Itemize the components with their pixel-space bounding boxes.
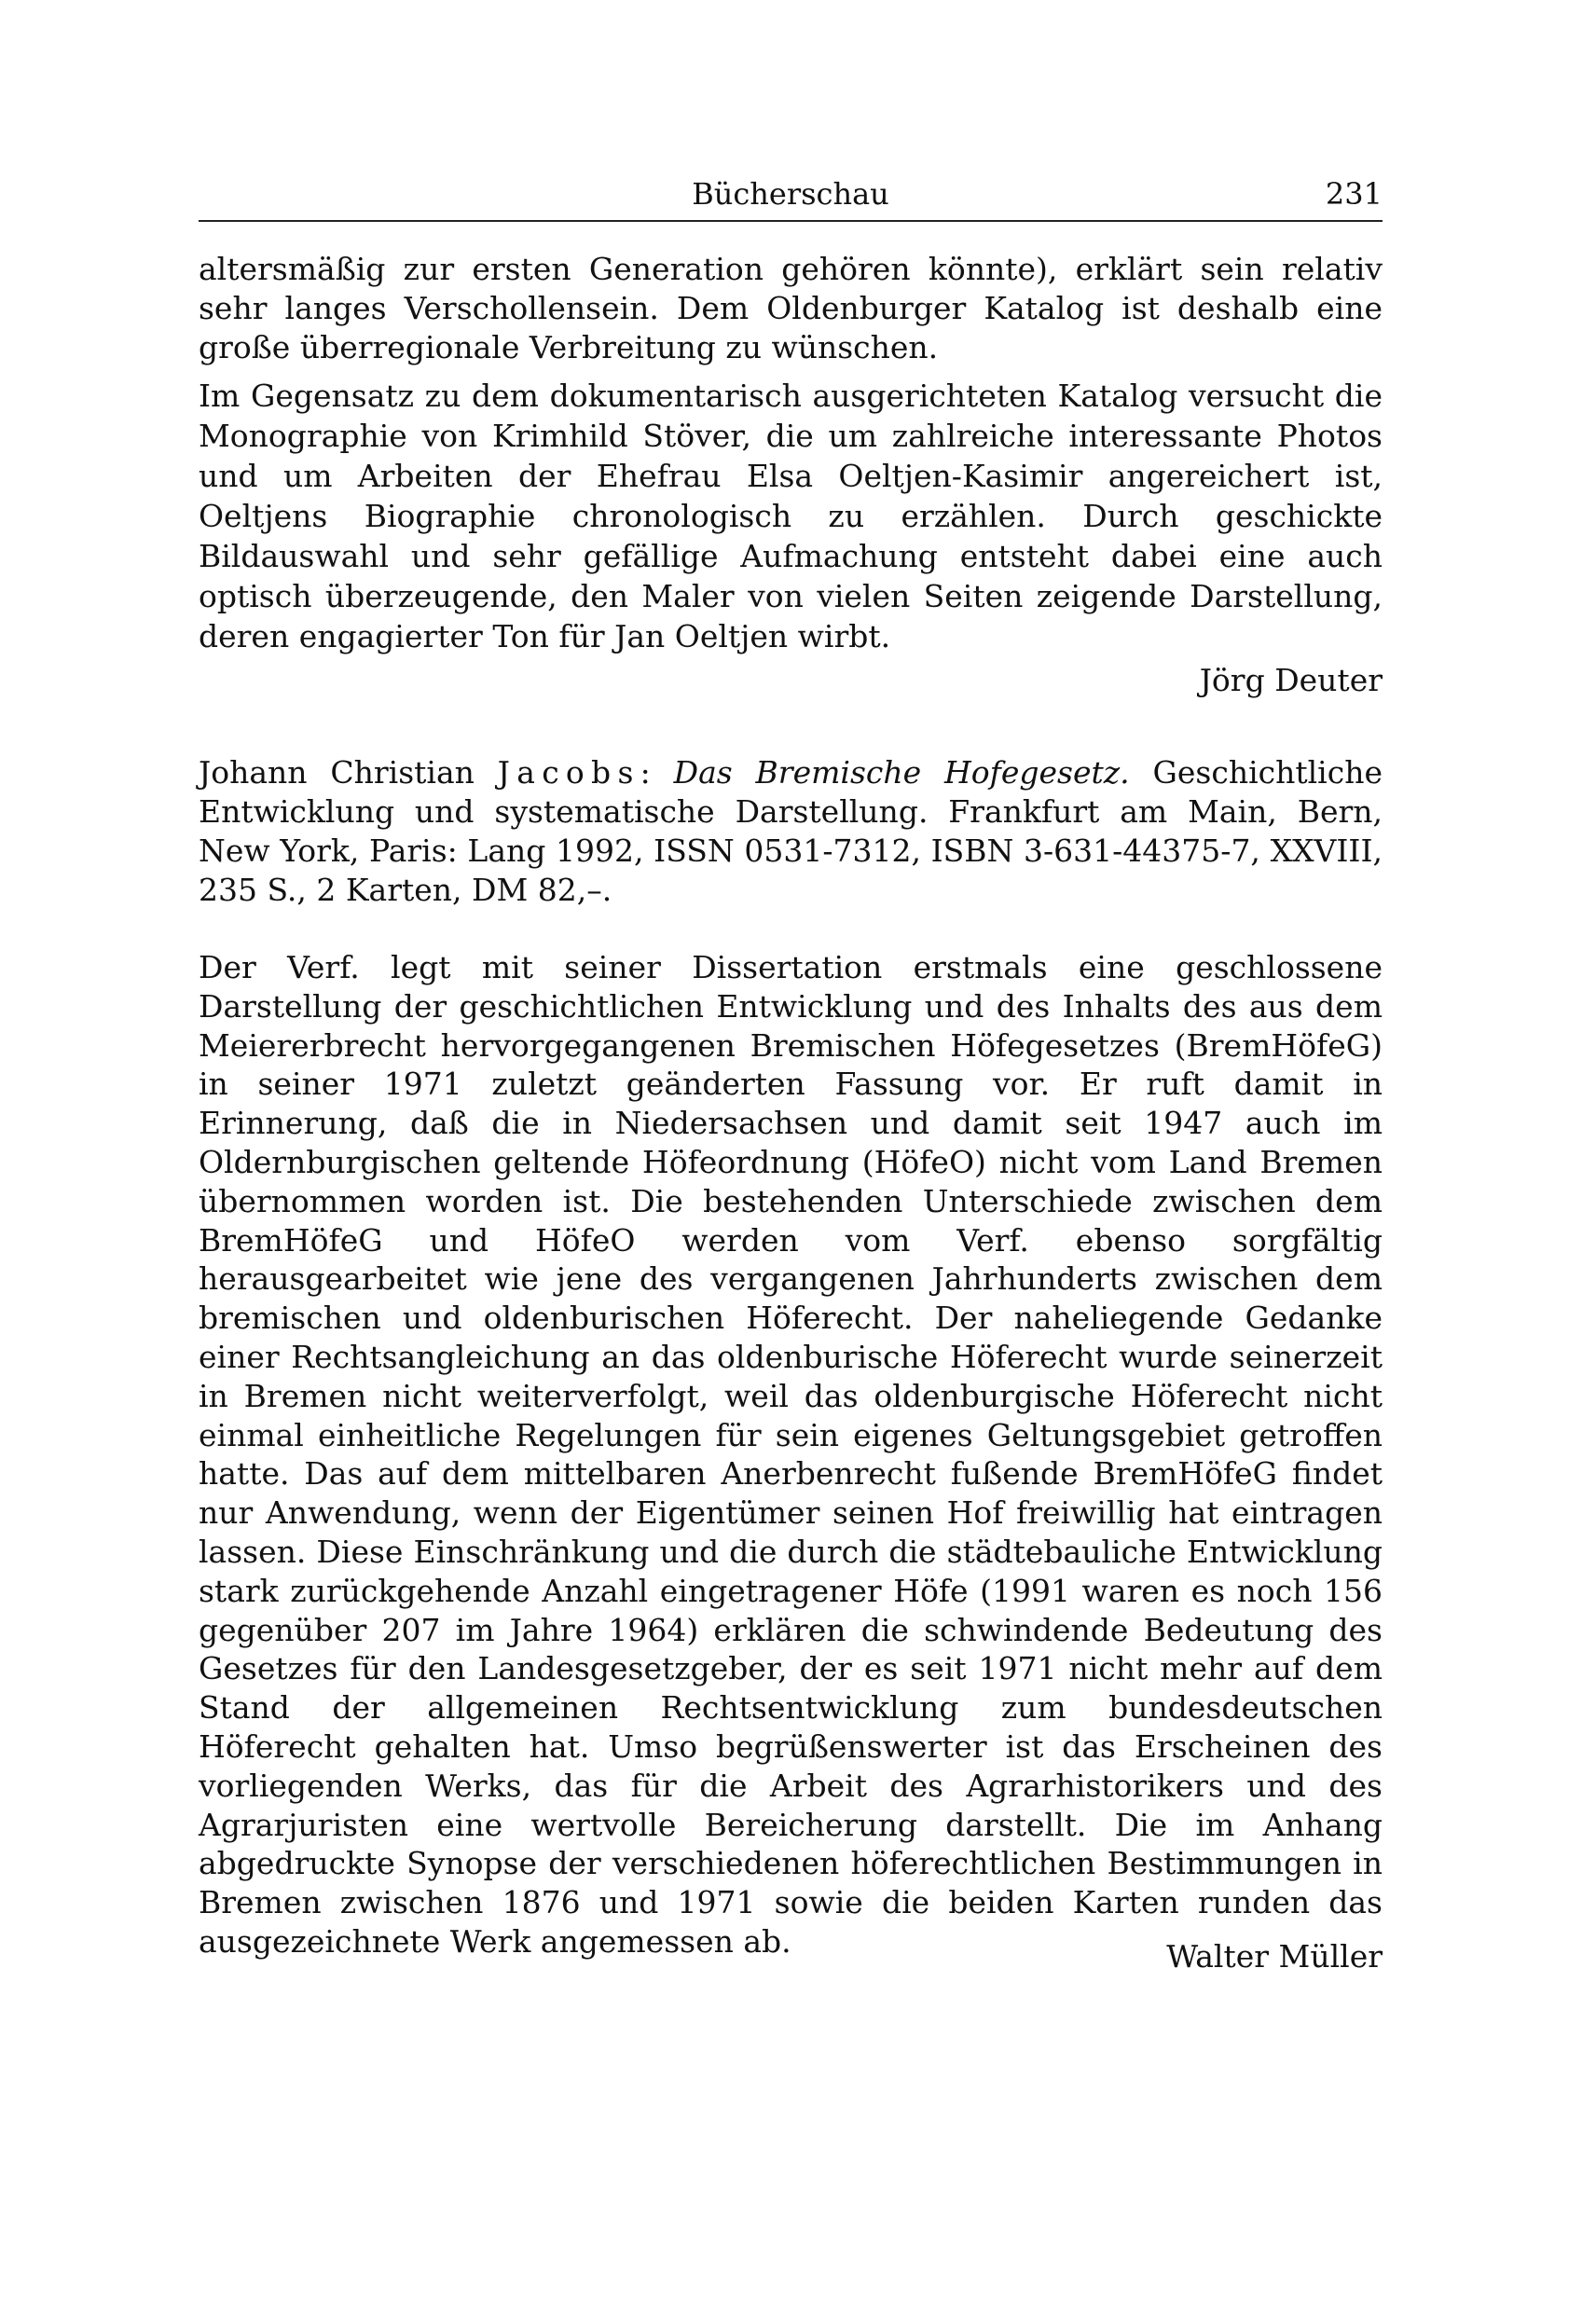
citation-author-last: Jacobs bbox=[497, 754, 640, 791]
citation-separator: : bbox=[640, 754, 674, 791]
review2-citation bbox=[199, 753, 1383, 910]
citation-details: Geschichtliche Entwicklung und systematische Darstellung. Frankfurt am Main, Bern, New York, Paris: Lang 1992, ISSN 0531-7312, ISBN 3-631-44375-7, XXVIII, 235 S., 2 Karten, DM 82,–. bbox=[199, 754, 1383, 908]
page-number: 231 bbox=[1325, 176, 1383, 212]
citation-book-title: Das Bremische Hofegesetz. bbox=[673, 754, 1130, 791]
running-title: Bücherschau bbox=[692, 176, 889, 212]
review1-paragraph-continued: altersmäßig zur ersten Generation gehören könnte), erklärt sein relativ sehr langes Verschollensein. Dem Oldenburger Katalog ist deshalb eine große überregionale Verbreitung zu wünschen. bbox=[199, 251, 1383, 365]
citation-author-first: Johann Christian bbox=[199, 754, 498, 791]
review1-reviewer-signature: Jörg Deuter bbox=[1199, 662, 1383, 698]
review1-paragraph: Im Gegensatz zu dem dokumentarisch ausgerichteten Katalog versucht die Monographie von Krimhild Stöver, die um zahlreiche interessante Photos und um Arbeiten der Ehefrau Elsa Oeltjen-Kasimir angereichert ist, Oeltjens Biographie chronologisch zu erzählen. Durch geschickte Bildauswahl und sehr gefällige Aufmachung entsteht dabei eine auch optisch überzeugende, den Maler von vielen Seiten zeigende Darstellung, deren engagierter Ton für Jan Oeltjen wirbt. bbox=[199, 378, 1383, 654]
review2-reviewer-signature: Walter Müller bbox=[1166, 1938, 1383, 1975]
review2-body: Der Verf. legt mit seiner Dissertation erstmals eine geschlossene Darstellung der geschichtlichen Entwicklung und des Inhalts des aus dem Meiererbrecht hervorgegangenen Bremischen Höfegesetzes (BremHöfeG) in seiner 1971 zuletzt geänderten Fassung vor. Er ruft damit in Erinnerung, daß die in Niedersachsen und damit seit 1947 auch im Oldernburgischen geltende Höfeordnung (HöfeO) nicht vom Land Bremen übernommen worden ist. Die bestehenden Unterschiede zwischen dem BremHöfeG und HöfeO werden vom Verf. ebenso sorgfältig herausgearbeitet wie jene des vergangenen Jahrhunderts zwischen dem bremischen und oldenburischen Höferecht. Der naheliegende Gedanke einer Rechtsangleichung an das oldenburische Höferecht wurde seinerzeit in Bremen nicht weiterverfolgt, weil das oldenburgische Höferecht nicht einmal einheitliche Regelungen für sein eigenes Geltungsgebiet getroffen hatte. Das auf dem mittelbaren Anerbenrecht fußende BremHöfeG findet nur Anwendung, wenn der Eigentümer seinen Hof freiwillig hat eintragen lassen. Diese Einschränkung und die durch die städtebauliche Entwicklung stark zurückgehende Anzahl eingetragener Höfe (1991 waren es noch 156 gegenüber 207 im Jahre 1964) erklären die schwindende Bedeutung des Gesetzes für den Landesgesetzgeber, der es seit 1971 nicht mehr auf dem Stand der allgemeinen Rechtsentwicklung zum bundesdeutschen Höferecht gehalten hat. Umso begrüßenswerter ist das Erscheinen des vorliegenden Werks, das für die Arbeit des Agrarhistorikers und des Agrarjuristen eine wertvolle Bereicherung darstellt. Die im Anhang abgedruckte Synopse der verschiedenen höferechtlichen Bestimmungen in Bremen zwischen 1876 und 1971 sowie die beiden Karten runden das ausgezeichnete Werk angemessen ab. bbox=[199, 949, 1383, 1960]
page-header bbox=[199, 173, 1383, 222]
